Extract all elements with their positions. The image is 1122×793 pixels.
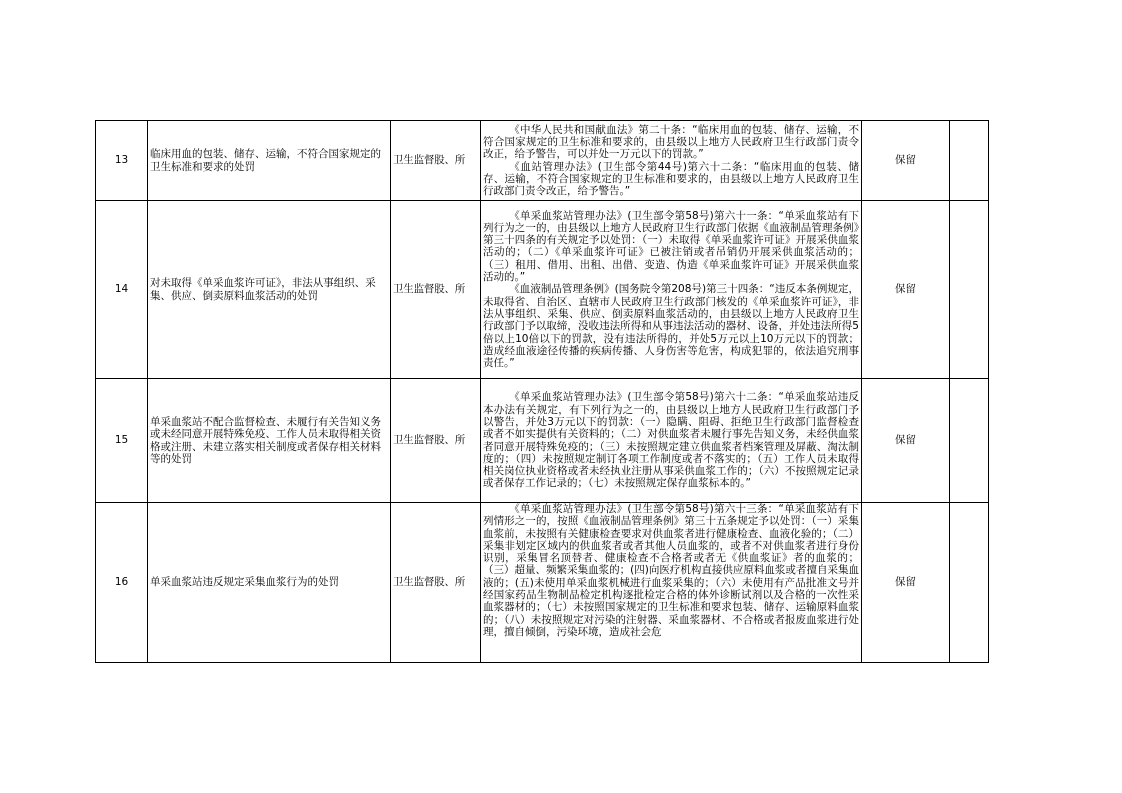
item-name: 临床用血的包装、储存、运输，不符合国家规定的卫生标准和要求的处罚: [148, 121, 391, 201]
note-cell: [950, 121, 989, 201]
row-number: 14: [96, 201, 148, 379]
legal-basis: [481, 503, 862, 663]
row-number: 13: [96, 121, 148, 201]
legal-basis-paragraph: 《单采血浆站管理办法》(卫生部令第58号)第六十三条：“单采血浆站有下列情形之一的，按照《血液制品管理条例》第三十五条规定予以处罚：（一）采集血浆前，未按照有关健康检查要求对供血浆者进行健康检查、血液化验的；（二）采集非划定区域内的供血浆者或者其他人员血浆的，或者不对供血浆者进行身份识别，采集冒名顶替者、健康检查不合格者或者无《供血浆证》者的血浆的；（三）超量、频繁采集血浆的；(四)向医疗机构直接供应原料血浆或者擅自采集血液的；(五)未使用单采血浆机械进行血浆采集的；（六）未使用有产品批准文号并经国家药品生物制品检定机构逐批检定合格的体外诊断试剂以及合格的一次性采血浆器材的；（七）未按照国家规定的卫生标准和要求包装、储存、运输原料血浆的；（八）未按照规定对污染的注射器、采血浆器材、不合格或者报废血浆进行处理，擅自倾倒，污染环境，造成社会危: [483, 503, 859, 638]
status-cell: 保留: [862, 503, 950, 663]
status-cell: 保留: [862, 379, 950, 503]
responsible-dept: 卫生监督股、所: [391, 121, 481, 201]
status-cell: 保留: [862, 201, 950, 379]
note-cell: [950, 379, 989, 503]
legal-basis-paragraph: 《血站管理办法》(卫生部令第44号)第六十二条：“临床用血的包装、储存、运输，不符合国家规定的卫生标准和要求的，由县级以上地方人民政府卫生行政部门责令改正，给予警告。”: [483, 160, 859, 198]
row-number: 16: [96, 503, 148, 663]
responsible-dept: 卫生监督股、所: [391, 503, 481, 663]
legal-basis-paragraph: 《中华人民共和国献血法》第二十条：“临床用血的包装、储存、运输，不符合国家规定的卫生标准和要求的，由县级以上地方人民政府卫生行政部门责令改正，给予警告，可以并处一万元以下的罚款。”: [483, 123, 859, 161]
item-name: 对未取得《单采血浆许可证》，非法从事组织、采集、供应、倒卖原料血浆活动的处罚: [148, 201, 391, 379]
legal-basis: [481, 201, 862, 379]
table-row: [96, 121, 989, 201]
note-cell: [950, 503, 989, 663]
item-name: 单采血浆站违反规定采集血浆行为的处罚: [148, 503, 391, 663]
table-row: [96, 379, 989, 503]
legal-basis: [481, 121, 862, 201]
legal-basis-paragraph: 《单采血浆站管理办法》(卫生部令第58号)第六十一条：“单采血浆站有下列行为之一的，由县级以上地方人民政府卫生行政部门依据《血液制品管理条例》第三十四条的有关规定予以处罚：（一）未取得《单采血浆许可证》开展采供血浆活动的；（二）《单采血浆许可证》已被注销或者吊销仍开展采供血浆活动的；（三）租用、借用、出租、出借、变造、伪造《单采血浆许可证》开展采供血浆活动的。”: [483, 209, 859, 284]
row-number: 15: [96, 379, 148, 503]
table-row: [96, 201, 989, 379]
legal-basis: [481, 379, 862, 503]
responsible-dept: 卫生监督股、所: [391, 201, 481, 379]
legal-basis-paragraph: 《血液制品管理条例》(国务院令第208号)第三十四条：“违反本条例规定，未取得省、自治区、直辖市人民政府卫生行政部门核发的《单采血浆许可证》，非法从事组织、采集、供应、倒卖原料血浆活动的，由县级以上地方人民政府卫生行政部门予以取缔，没收违法所得和从事违法活动的器材、设备，并处违法所得5倍以上10倍以下的罚款，没有违法所得的，并处5万元以上10万元以下的罚款；造成经血液途径传播的疾病传播、人身伤害等危害，构成犯罪的，依法追究刑事责任。”: [483, 283, 859, 370]
responsible-dept: 卫生监督股、所: [391, 379, 481, 503]
legal-basis-paragraph: 《单采血浆站管理办法》(卫生部令第58号)第六十二条：“单采血浆站违反本办法有关规定，有下列行为之一的，由县级以上地方人民政府卫生行政部门予以警告，并处3万元以下的罚款：（一）隐瞒、阻碍、拒绝卫生行政部门监督检查或者不如实提供有关资料的；（二）对供血浆者未履行事先告知义务，未经供血浆者同意开展特殊免疫的；（三）未按照规定建立供血浆者档案管理及屏蔽、淘汰制度的；（四）未按照规定制订各项工作制度或者不落实的；（五）工作人员未取得相关岗位执业资格或者未经执业注册从事采供血浆工作的；（六）不按照规定记录或者保存工作记录的；（七）未按照规定保存血浆标本的。”: [483, 391, 859, 490]
note-cell: [950, 201, 989, 379]
status-cell: 保留: [862, 121, 950, 201]
item-name: 单采血浆站不配合监督检查、未履行有关告知义务或未经同意开展特殊免疫、工作人员未取得相关资格或注册、未建立落实相关制度或者保存相关材料等的处罚: [148, 379, 391, 503]
table-row: [96, 503, 989, 663]
power-list-table: [95, 120, 989, 663]
